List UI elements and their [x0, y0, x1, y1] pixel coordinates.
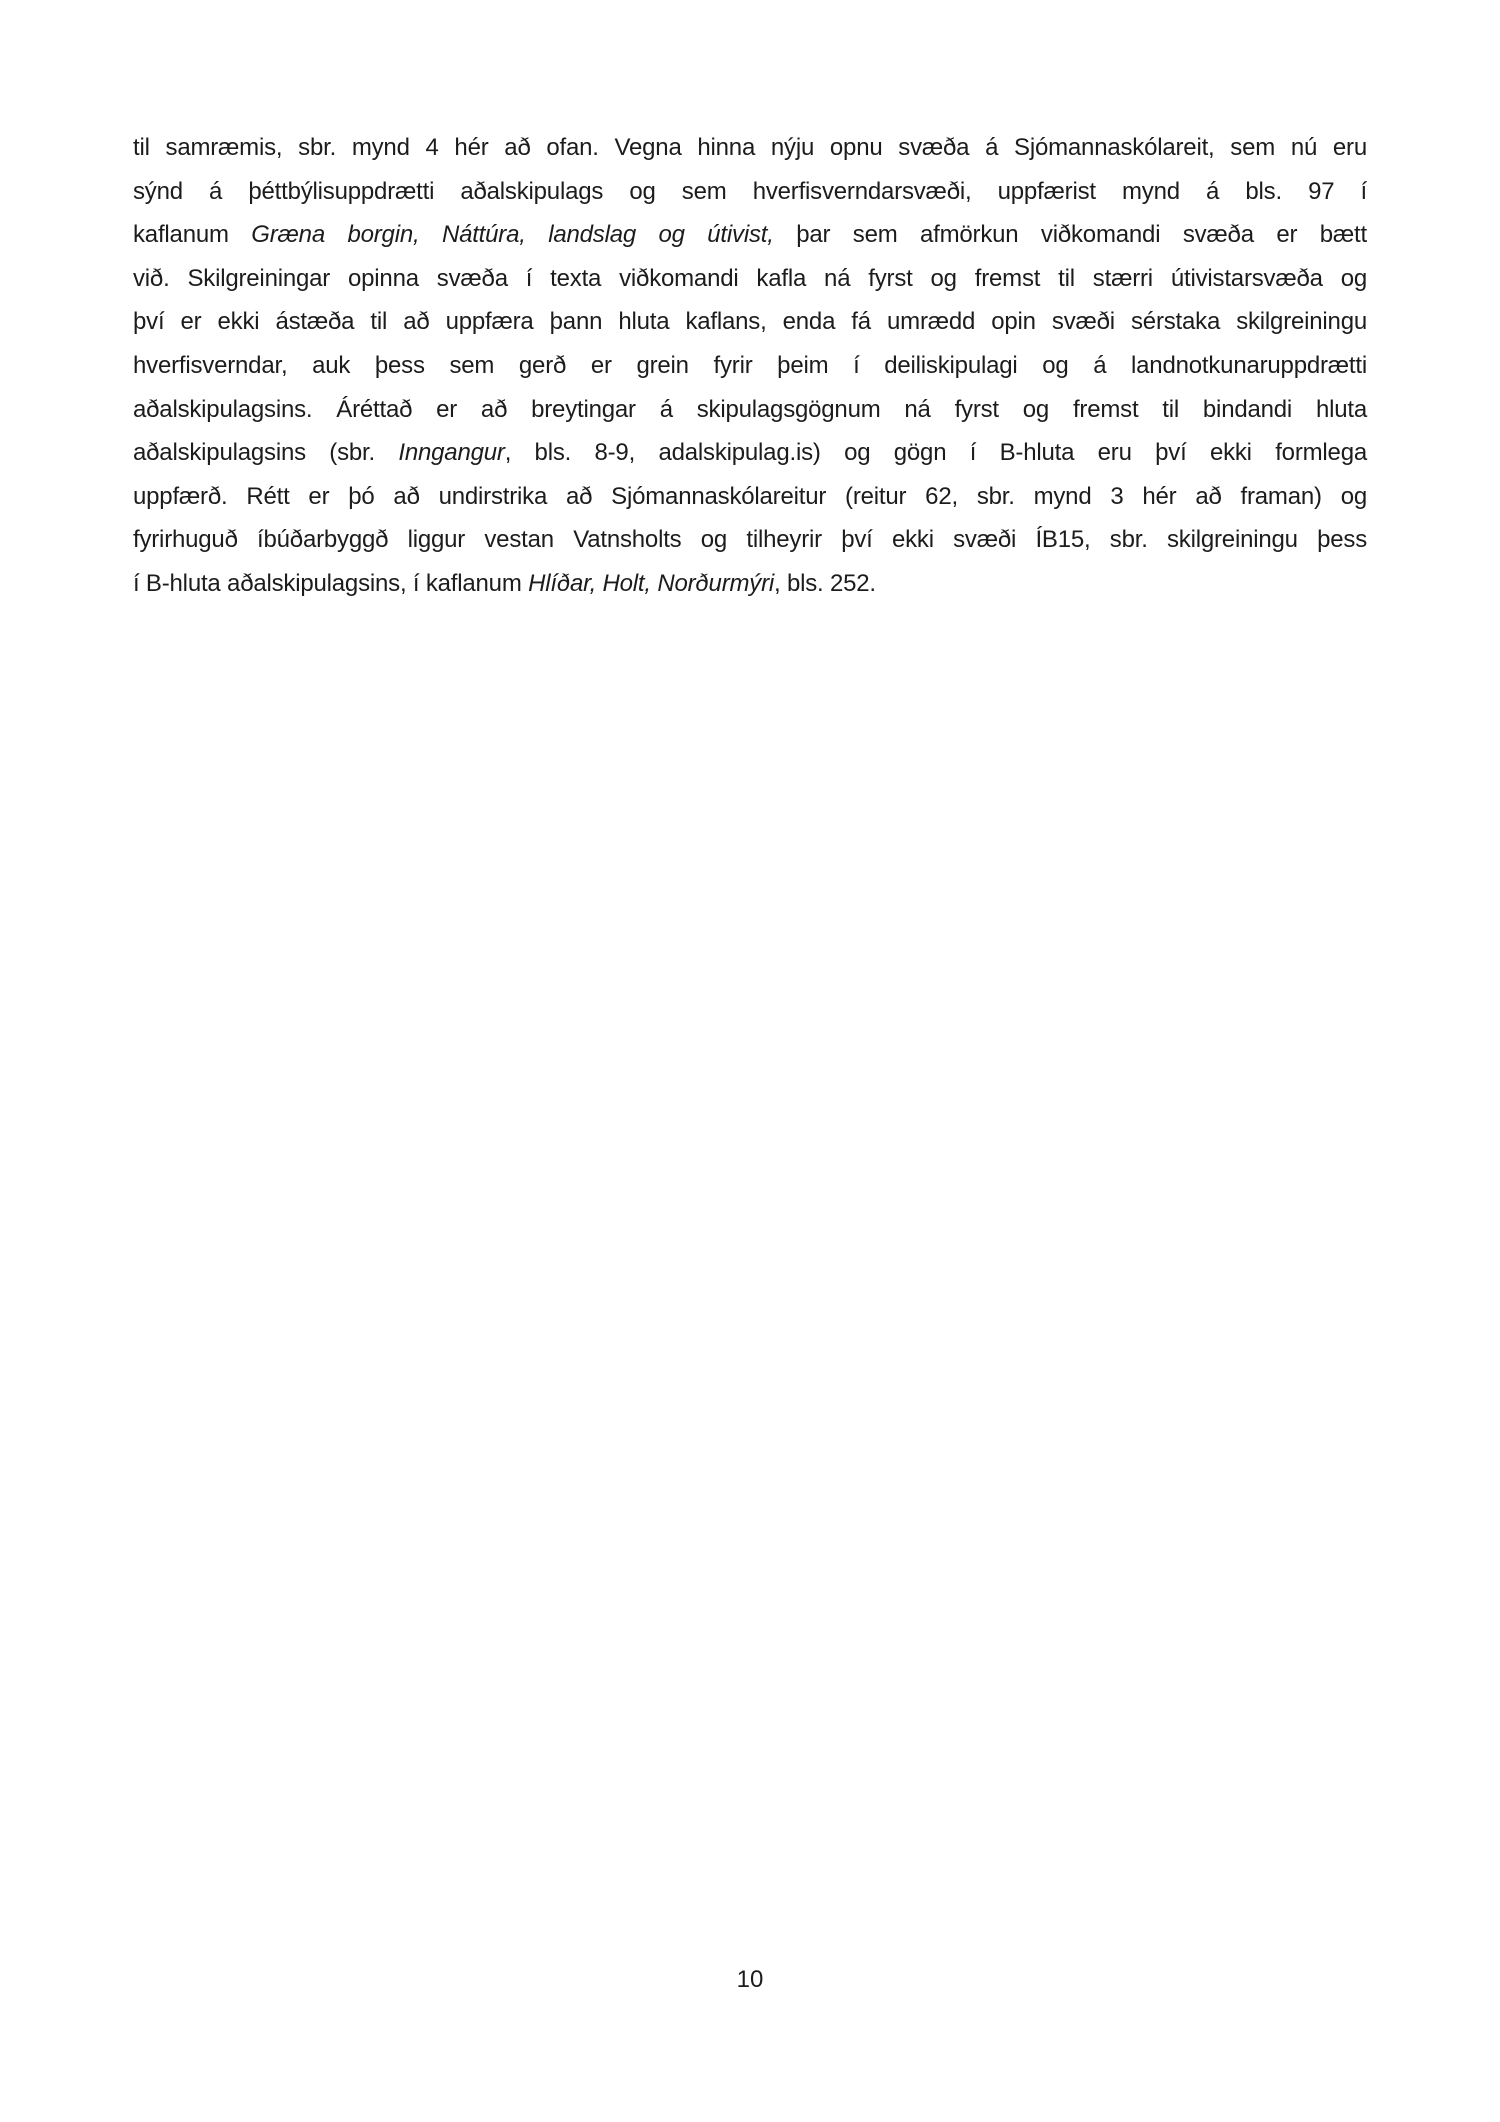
italic-text-run: Inngangur [398, 439, 505, 467]
text-run: aðalskipulagsins (sbr. [133, 439, 399, 467]
page-number: 10 [736, 1966, 764, 1993]
paragraph-line [133, 344, 1367, 388]
text-run: því er ekki ástæða til að uppfæra þann hluta kaflans, enda fá umrædd opin svæði sérstaka skilgreiningu [133, 308, 1367, 336]
text-run: þar sem afmörkun viðkomandi svæða er bætt [773, 221, 1367, 249]
paragraph-line [133, 562, 1367, 606]
paragraph-line [133, 257, 1367, 301]
italic-text-run: Hlíðar, Holt, Norðurmýri [528, 569, 775, 597]
paragraph [133, 126, 1367, 606]
text-run: , bls. 8-9, adalskipulag.is) og gögn í B-hluta eru því ekki formlega [504, 439, 1367, 467]
text-run: , bls. 252. [774, 569, 876, 597]
paragraph-line [133, 518, 1367, 562]
text-run: aðalskipulagsins. Áréttað er að breytingar á skipulagsgögnum ná fyrst og fremst til bindandi hluta [133, 395, 1367, 423]
paragraph-line [133, 126, 1367, 170]
text-run: fyrirhuguð íbúðarbyggð liggur vestan Vatnsholts og tilheyrir því ekki svæði ÍB15, sbr. skilgreiningu þess [133, 526, 1367, 554]
text-run: við. Skilgreiningar opinna svæða í texta viðkomandi kafla ná fyrst og fremst til stærri útivistarsvæða og [133, 264, 1367, 292]
text-run: til samræmis, sbr. mynd 4 hér að ofan. Vegna hinna nýju opnu svæða á Sjómannaskólareit, sem nú eru [133, 134, 1367, 161]
paragraph-line [133, 431, 1367, 475]
italic-text-run: Græna borgin, Náttúra, landslag og útivist, [251, 221, 774, 249]
paragraph-line [133, 213, 1367, 257]
text-run: í B-hluta aðalskipulagsins, í kaflanum [133, 569, 529, 597]
text-run: hverfisverndar, auk þess sem gerð er grein fyrir þeim í deiliskipulagi og á landnotkunaruppdrætti [133, 351, 1367, 379]
paragraph-line [133, 388, 1367, 432]
paragraph-line [133, 170, 1367, 214]
text-run: kaflanum [133, 221, 252, 249]
text-run: uppfærð. Rétt er þó að undirstrika að Sjómannaskólareitur (reitur 62, sbr. mynd 3 hér að framan) og [133, 482, 1367, 510]
paragraph-line [133, 475, 1367, 519]
paragraph-line [133, 300, 1367, 344]
text-run: sýnd á þéttbýlisuppdrætti aðalskipulags og sem hverfisverndarsvæði, uppfærist mynd á bls. 97 í [133, 177, 1367, 205]
